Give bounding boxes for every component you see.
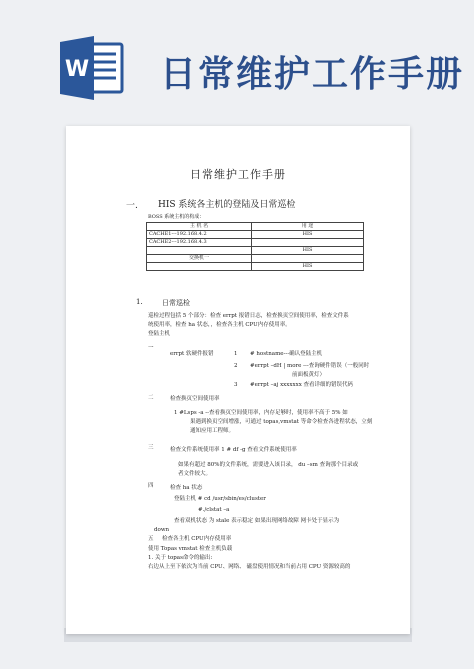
step1-item-text: #errpt –dH | more ---查询硬件错误（一般同时	[250, 363, 370, 369]
host-table	[146, 222, 364, 271]
step4-label: 检查 ha 状态	[170, 485, 203, 491]
table-row	[147, 231, 364, 239]
document-page	[66, 126, 410, 634]
step2-label: 检查换页空间使用率	[170, 396, 220, 402]
table-header-usage: 用 途	[252, 223, 364, 231]
step2-line: 果遇到换页空间增涨，可通过 topas,vmstat 等命令检查各进程状态，立刻	[190, 419, 373, 425]
step3-label: 检查文件系统使用率 1 # df -g 查看文件系统使用率	[170, 447, 297, 453]
step1-item-text: 前面板黄灯）	[292, 372, 326, 378]
step1-item-text: #errpt –aj xxxxxxx 查看详细的错误代码	[250, 382, 354, 388]
step1-item-number: 1	[234, 351, 238, 357]
banner-title: 日常维护工作手册	[160, 54, 465, 95]
table-cell	[147, 263, 252, 271]
step1-number: 一	[148, 345, 154, 351]
table-header-host: 主 机 名	[147, 223, 252, 231]
step1-item-number: 3	[234, 382, 238, 388]
word-icon-letter: W	[64, 57, 90, 82]
step5-line: 右边从上至下依次为当前 CPU、网络、 磁盘使用情况和当前占用 CPU 资源较高的	[148, 564, 351, 570]
step4-line: 登陆主机 # cd /usr/sbin/es/cluster	[174, 496, 266, 502]
table-cell: CACHE2---192.168.4.3	[147, 239, 252, 247]
step4-number: 四	[148, 483, 154, 489]
step1-label: errpt 软硬件报错	[170, 351, 214, 357]
table-row	[147, 263, 364, 271]
step1-item-number: 2	[234, 363, 238, 369]
daily-intro-line: 登陆主机	[148, 331, 171, 337]
daily-number: 1.	[136, 298, 143, 306]
table-cell: HIS	[252, 263, 364, 271]
table-cell: HIS	[252, 247, 364, 255]
daily-intro-line: 巡检过程包括 5 个部分：检查 errpt 报错日志，检查换页空间使用率，检查文件系	[148, 313, 349, 319]
table-cell: CACHE1---192.168.4.2	[147, 231, 252, 239]
step5-line: 1. 关于 topas命令的输出:	[148, 555, 213, 561]
section1-title: HIS 系统各主机的登陆及日常巡检	[158, 200, 296, 210]
step1-item-text: # hostname---确认登陆主机	[250, 351, 323, 357]
step5-line: 使用 Topas vmstat 检查主机负载	[148, 546, 233, 552]
step4-line: 查看双机状态 为 stale 表示稳定 如果出现网络故障 网卡处于显示为	[174, 518, 340, 524]
step2-line: 通知应用工程师。	[190, 428, 235, 434]
table-row	[147, 239, 364, 247]
table-header-row	[147, 223, 364, 231]
table-cell	[252, 255, 364, 263]
step2-line: 1 #Lsps -a --查看换页空间使用率，内存足够时，使用率不高于 5% 如	[174, 410, 348, 416]
table-cell: HIS	[252, 231, 364, 239]
table-caption: BOSS 系统主机的构成：	[148, 214, 205, 220]
step4-line: #./clstat –a	[198, 507, 230, 513]
daily-title: 日常巡检	[162, 299, 190, 307]
table-cell	[252, 239, 364, 247]
step4-line: down	[154, 527, 170, 533]
step5-label: 检查各主机 CPU内存使用率	[162, 536, 232, 542]
table-cell	[147, 247, 252, 255]
section1-number: 一.	[126, 201, 138, 211]
step2-number: 二	[148, 395, 154, 401]
step3-line: 者文件较大。	[178, 471, 212, 477]
table-row	[147, 255, 364, 263]
word-icon	[58, 36, 124, 100]
banner	[0, 0, 474, 118]
table-cell: 交换机一	[147, 255, 252, 263]
step3-line: 如果有超过 80%的文件系统，需要进入该目录， du –sm 查询那个目录或	[178, 462, 359, 468]
doc-title: 日常维护工作手册	[190, 168, 286, 181]
table-row	[147, 247, 364, 255]
step5-number: 五	[148, 536, 154, 542]
step3-number: 三	[148, 445, 154, 451]
daily-intro-line: 统使用率，检查 ha 状态，，检查各主机 CPU内存使用率。	[148, 322, 291, 328]
